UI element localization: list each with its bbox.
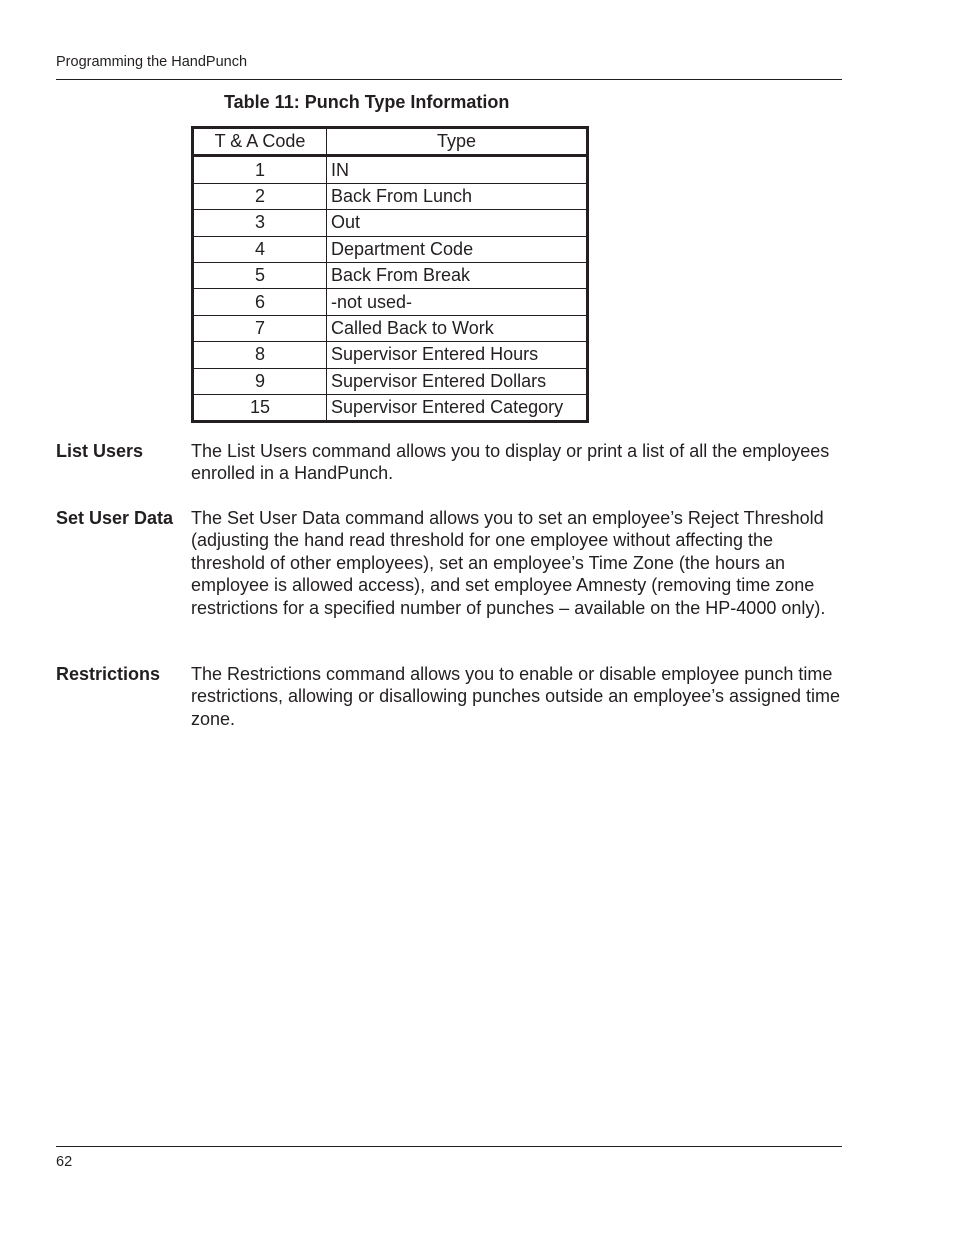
footer-rule: [56, 1146, 842, 1147]
table-row: [193, 289, 588, 315]
section-label: Restrictions: [56, 664, 161, 684]
type-cell: Supervisor Entered Category: [327, 394, 588, 421]
table-row: [193, 394, 588, 421]
section-body: The Set User Data command allows you to set an employee’s Reject Threshold (adjusting the hand read threshold for one employee without affecting the threshold of other employees), set an employee’s Time Zone (the hours an employee is allowed access), and set employee Amnesty (removing time zone restrictions for a specified number of punches – available on the HP-4000 only).: [191, 508, 826, 618]
table-row: [193, 156, 588, 183]
code-cell: 5: [193, 262, 327, 288]
type-cell: -not used-: [327, 289, 588, 315]
code-cell: 7: [193, 315, 327, 341]
type-cell: Supervisor Entered Dollars: [327, 368, 588, 394]
type-cell: Called Back to Work: [327, 315, 588, 341]
header-rule: [56, 79, 842, 80]
column-header-type: Type: [327, 128, 588, 156]
code-cell: 6: [193, 289, 327, 315]
table-row: [193, 210, 588, 236]
table-header-row: [193, 128, 588, 156]
section-body: The Restrictions command allows you to enable or disable employee punch time restrictions, allowing or disallowing punches outside an employee’s assigned time zone.: [191, 664, 841, 729]
code-cell: 1: [193, 156, 327, 183]
table-row: [193, 183, 588, 209]
column-header-code: T & A Code: [193, 128, 327, 156]
table-row: [193, 342, 588, 368]
punch-type-table: [191, 126, 589, 423]
type-cell: Supervisor Entered Hours: [327, 342, 588, 368]
type-cell: Out: [327, 210, 588, 236]
type-cell: IN: [327, 156, 588, 183]
table-row: [193, 236, 588, 262]
type-cell: Back From Break: [327, 262, 588, 288]
table-row: [193, 368, 588, 394]
code-cell: 9: [193, 368, 327, 394]
code-cell: 2: [193, 183, 327, 209]
table-caption: Table 11: Punch Type Information: [224, 92, 510, 112]
running-header: Programming the HandPunch: [56, 54, 248, 70]
section-label: List Users: [56, 441, 144, 461]
code-cell: 8: [193, 342, 327, 368]
page-number: 62: [56, 1154, 73, 1170]
code-cell: 4: [193, 236, 327, 262]
type-cell: Department Code: [327, 236, 588, 262]
type-cell: Back From Lunch: [327, 183, 588, 209]
section-body: The List Users command allows you to display or print a list of all the employees enrolled in a HandPunch.: [191, 441, 830, 484]
code-cell: 15: [193, 394, 327, 421]
table-row: [193, 315, 588, 341]
table-row: [193, 262, 588, 288]
code-cell: 3: [193, 210, 327, 236]
section-label: Set User Data: [56, 508, 174, 528]
